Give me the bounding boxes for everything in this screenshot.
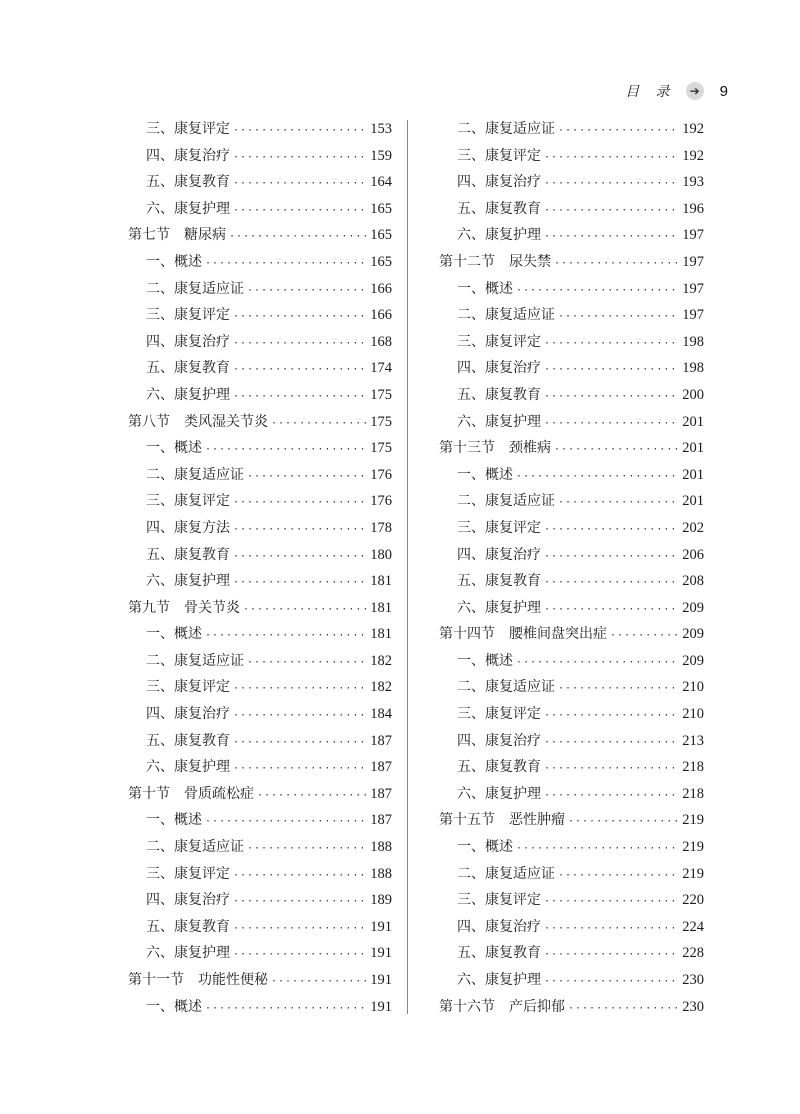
dot-leader [558, 676, 679, 703]
section-number: 第十六节 [439, 998, 495, 1015]
toc-entry-label [439, 435, 551, 462]
dot-leader [544, 145, 679, 172]
toc-page-number: 175 [370, 386, 392, 403]
toc-entry-label: 六、康复护理 [146, 945, 230, 962]
toc-entry[interactable] [439, 887, 704, 914]
toc-page-number: 230 [682, 972, 704, 988]
dot-leader [544, 783, 679, 810]
toc-page-number: 197 [682, 253, 704, 270]
toc-entry-label: 四、康复治疗 [146, 333, 230, 350]
toc-page-number: 187 [370, 759, 392, 776]
toc-entry[interactable] [439, 940, 704, 967]
toc-page-number: 165 [370, 253, 392, 270]
toc-page-number: 209 [682, 599, 704, 616]
toc-page-number: 196 [682, 200, 704, 217]
dot-leader [544, 517, 679, 544]
toc-page-number: 191 [370, 918, 392, 935]
dot-leader [568, 809, 679, 836]
toc-page-number: 165 [370, 200, 392, 217]
toc-entry-label: 五、康复教育 [146, 918, 230, 935]
toc-page-number: 197 [682, 280, 704, 297]
toc-entry[interactable] [439, 302, 704, 329]
dot-leader [247, 836, 367, 863]
section-title: 尿失禁 [509, 253, 551, 270]
dot-leader [233, 357, 367, 384]
toc-page-number: 188 [370, 865, 392, 882]
toc-entry-label: 二、康复适应证 [457, 307, 555, 324]
dot-leader [558, 863, 679, 890]
toc-entry[interactable] [128, 382, 392, 409]
toc-page-number: 213 [682, 732, 704, 749]
dot-leader [544, 916, 679, 943]
toc-entry-label: 二、康复适应证 [457, 679, 555, 696]
toc-entry[interactable] [128, 648, 392, 675]
section-number: 第十一节 [128, 972, 184, 988]
toc-entry-label: 四、康复治疗 [457, 546, 541, 563]
toc-entry-label: 二、康复适应证 [457, 865, 555, 882]
section-title: 类风湿关节炎 [184, 413, 268, 430]
dot-leader [544, 597, 679, 624]
toc-entry-label: 六、康复护理 [146, 386, 230, 403]
toc-page-number: 198 [682, 360, 704, 377]
toc-section-entry[interactable] [439, 435, 704, 462]
toc-entry[interactable] [128, 196, 392, 223]
section-title: 颈椎病 [509, 440, 551, 457]
dot-leader [544, 756, 679, 783]
toc-entry-label: 二、康复适应证 [146, 280, 244, 297]
toc-entry-label: 四、康复治疗 [457, 174, 541, 191]
dot-leader [205, 251, 367, 278]
column-divider [407, 120, 408, 1014]
toc-entry-label: 五、康复教育 [146, 360, 230, 377]
dot-leader [205, 437, 367, 464]
toc-page-number: 224 [682, 918, 704, 935]
section-number: 第九节 [128, 599, 170, 616]
section-number: 第十三节 [439, 440, 495, 457]
dot-leader [233, 916, 367, 943]
toc-entry[interactable] [128, 462, 392, 489]
toc-page-number: 176 [370, 466, 392, 483]
toc-entry-label: 六、康复护理 [457, 227, 541, 244]
toc-page-number: 153 [370, 121, 392, 137]
dot-leader [271, 411, 367, 438]
dot-leader [568, 996, 679, 1023]
toc-page-number: 209 [682, 652, 704, 669]
toc-entry[interactable] [128, 701, 392, 728]
toc-entry[interactable] [439, 967, 704, 994]
dot-leader [205, 809, 367, 836]
toc-page-number: 164 [370, 174, 392, 191]
toc-entry-label: 五、康复教育 [146, 732, 230, 749]
dot-leader [558, 118, 679, 145]
dot-leader [544, 224, 679, 251]
dot-leader [243, 597, 367, 624]
toc-page-number: 188 [370, 839, 392, 856]
toc-entry-label: 三、康复评定 [146, 307, 230, 324]
section-number: 第十节 [128, 785, 170, 802]
toc-entry[interactable] [439, 409, 704, 436]
toc-page-number: 181 [370, 599, 392, 616]
dot-leader [233, 384, 367, 411]
toc-page-number: 201 [682, 466, 704, 483]
section-number: 第七节 [128, 227, 170, 244]
toc-section-entry[interactable] [439, 994, 704, 1021]
toc-page-number: 181 [370, 573, 392, 590]
toc-entry[interactable] [128, 143, 392, 170]
dot-leader [233, 703, 367, 730]
toc-section-entry[interactable] [128, 967, 392, 994]
toc-entry[interactable] [128, 515, 392, 542]
toc-page-number: 209 [682, 626, 704, 643]
toc-entry[interactable] [439, 515, 704, 542]
dot-leader [516, 464, 679, 491]
toc-entry-label: 一、概述 [146, 253, 202, 270]
toc-page-number: 184 [370, 706, 392, 723]
dot-leader [233, 490, 367, 517]
running-title: 目 录 [625, 84, 676, 100]
toc-entry[interactable] [128, 807, 392, 834]
toc-entry[interactable] [439, 355, 704, 382]
toc-entry-label: 一、概述 [457, 280, 513, 297]
toc-entry-label: 五、康复教育 [457, 200, 541, 217]
toc-page-number: 192 [682, 147, 704, 164]
toc-page-number: 198 [682, 333, 704, 350]
toc-page-number: 181 [370, 626, 392, 643]
toc-entry[interactable] [439, 276, 704, 303]
dot-leader [233, 304, 367, 331]
section-number: 第十四节 [439, 626, 495, 643]
toc-entry-label: 三、康复评定 [146, 493, 230, 510]
toc-entry-label: 三、康复评定 [457, 519, 541, 536]
toc-entry-label [128, 409, 268, 436]
toc-entry[interactable] [128, 887, 392, 914]
toc-entry[interactable] [439, 542, 704, 569]
toc-page-number: 197 [682, 227, 704, 244]
toc-entry[interactable] [128, 834, 392, 861]
toc-entry[interactable] [128, 994, 392, 1021]
toc-entry[interactable] [439, 701, 704, 728]
toc-entry-label [128, 595, 240, 622]
dot-leader [544, 171, 679, 198]
dot-leader [233, 889, 367, 916]
toc-page-number: 202 [682, 519, 704, 536]
toc-entry-label [439, 994, 565, 1021]
toc-entry-label: 二、康复适应证 [146, 839, 244, 856]
toc-entry[interactable] [128, 435, 392, 462]
toc-entry-label: 六、康复护理 [457, 599, 541, 616]
section-number: 第八节 [128, 413, 170, 430]
toc-page-number: 182 [370, 652, 392, 669]
toc-entry[interactable] [128, 355, 392, 382]
toc-page-number: 210 [682, 706, 704, 723]
section-title: 骨关节炎 [184, 599, 240, 616]
dot-leader [544, 703, 679, 730]
section-title: 糖尿病 [184, 227, 226, 244]
toc-page-number: 193 [682, 174, 704, 191]
toc-page-number: 182 [370, 679, 392, 696]
toc-entry-label: 四、康复治疗 [457, 360, 541, 377]
toc-entry-label: 五、康复教育 [457, 759, 541, 776]
toc-page-number: 200 [682, 386, 704, 403]
section-title: 恶性肿瘤 [509, 812, 565, 829]
toc-page-number: 191 [370, 945, 392, 962]
toc-entry[interactable] [439, 648, 704, 675]
toc-entry-label: 一、概述 [457, 466, 513, 483]
dot-leader [544, 411, 679, 438]
toc-page-number: 201 [682, 493, 704, 510]
toc-entry[interactable] [439, 914, 704, 941]
toc-entry-label: 三、康复评定 [146, 865, 230, 882]
toc-entry[interactable] [128, 329, 392, 356]
toc-section-entry[interactable] [439, 807, 704, 834]
toc-entry-label: 四、康复治疗 [146, 706, 230, 723]
arrow-right-icon: ➔ [686, 82, 704, 100]
dot-leader [205, 623, 367, 650]
toc-entry-label: 一、概述 [146, 626, 202, 643]
toc-entry[interactable] [439, 116, 704, 143]
toc-entry[interactable] [439, 861, 704, 888]
toc-entry-label: 五、康复教育 [457, 573, 541, 590]
dot-leader [554, 251, 679, 278]
toc-entry-label: 一、概述 [457, 839, 513, 856]
dot-leader [233, 145, 367, 172]
toc-section-entry[interactable] [128, 409, 392, 436]
section-title: 功能性便秘 [198, 972, 268, 988]
toc-page-number: 219 [682, 865, 704, 882]
toc-entry[interactable] [439, 196, 704, 223]
dot-leader [558, 304, 679, 331]
toc-entry[interactable] [439, 488, 704, 515]
dot-leader [271, 969, 367, 996]
toc-entry[interactable] [128, 249, 392, 276]
section-number: 第十五节 [439, 812, 495, 829]
toc-entry-label: 四、康复治疗 [457, 732, 541, 749]
toc-entry[interactable] [128, 116, 392, 143]
page-number: 9 [719, 82, 728, 100]
toc-entry[interactable] [439, 169, 704, 196]
dot-leader [229, 224, 367, 251]
toc-page-number: 168 [370, 333, 392, 350]
dot-leader [516, 278, 679, 305]
toc-page-number: 191 [370, 972, 392, 988]
toc-entry-label: 四、康复治疗 [146, 892, 230, 909]
dot-leader [233, 331, 367, 358]
dot-leader [233, 863, 367, 890]
toc-entry-label: 五、康复教育 [146, 174, 230, 191]
dot-leader [233, 544, 367, 571]
toc-entry-label: 五、康复教育 [457, 386, 541, 403]
toc-entry-label: 一、概述 [457, 652, 513, 669]
dot-leader [544, 570, 679, 597]
toc-page-number: 191 [370, 998, 392, 1015]
toc-entry[interactable] [439, 462, 704, 489]
toc-entry-label [439, 249, 551, 276]
dot-leader [205, 996, 367, 1023]
toc-entry-label: 一、概述 [146, 440, 202, 457]
toc-section-entry[interactable] [128, 781, 392, 808]
dot-leader [233, 118, 367, 145]
toc-section-entry[interactable] [128, 222, 392, 249]
toc-page-number: 220 [682, 892, 704, 909]
toc-page-number: 175 [370, 413, 392, 430]
dot-leader [233, 198, 367, 225]
toc-right-column [439, 116, 704, 1020]
toc-entry[interactable] [439, 382, 704, 409]
toc-entry-label: 四、康复治疗 [457, 918, 541, 935]
toc-page-number: 219 [682, 839, 704, 856]
toc-page-number: 208 [682, 573, 704, 590]
dot-leader [257, 783, 367, 810]
toc-section-entry[interactable] [128, 595, 392, 622]
toc-entry-label: 三、康复评定 [146, 679, 230, 696]
toc-entry-label: 五、康复教育 [457, 945, 541, 962]
toc-entry[interactable] [439, 674, 704, 701]
toc-entry-label: 三、康复评定 [457, 147, 541, 164]
toc-page-number: 180 [370, 546, 392, 563]
dot-leader [516, 650, 679, 677]
toc-entry[interactable] [439, 754, 704, 781]
toc-page-number: 219 [682, 812, 704, 829]
toc-entry-label [439, 621, 607, 648]
toc-entry[interactable] [128, 861, 392, 888]
toc-page-number: 174 [370, 360, 392, 377]
dot-leader [247, 278, 367, 305]
toc-entry[interactable] [439, 781, 704, 808]
dot-leader [516, 836, 679, 863]
dot-leader [233, 756, 367, 783]
toc-entry-label: 五、康复教育 [146, 546, 230, 563]
toc-entry-label: 六、康复护理 [457, 972, 541, 988]
dot-leader [544, 942, 679, 969]
section-title: 产后抑郁 [509, 998, 565, 1015]
dot-leader [544, 384, 679, 411]
toc-entry[interactable] [128, 568, 392, 595]
toc-entry-label: 二、康复适应证 [457, 493, 555, 510]
toc-entry-label: 六、康复护理 [146, 573, 230, 590]
dot-leader [544, 544, 679, 571]
toc-entry[interactable] [128, 914, 392, 941]
toc-page-number: 187 [370, 812, 392, 829]
toc-entry-label [128, 967, 268, 994]
section-title: 骨质疏松症 [184, 785, 254, 802]
dot-leader [558, 490, 679, 517]
toc-page-number: 189 [370, 892, 392, 909]
toc-page-number: 178 [370, 519, 392, 536]
toc-entry[interactable] [439, 834, 704, 861]
toc-page-number: 230 [682, 998, 704, 1015]
toc-entry-label: 三、康复评定 [457, 892, 541, 909]
toc-page-number: 187 [370, 732, 392, 749]
toc-entry[interactable] [128, 302, 392, 329]
toc-page-number: 201 [682, 440, 704, 457]
section-number: 第十二节 [439, 253, 495, 270]
toc-entry[interactable] [439, 222, 704, 249]
dot-leader [544, 730, 679, 757]
dot-leader [544, 889, 679, 916]
toc-page-number: 206 [682, 546, 704, 563]
toc-entry[interactable] [439, 329, 704, 356]
toc-entry[interactable] [128, 276, 392, 303]
section-title: 腰椎间盘突出症 [509, 626, 607, 643]
toc-entry-label: 二、康复适应证 [457, 121, 555, 137]
toc-entry[interactable] [439, 595, 704, 622]
dot-leader [233, 517, 367, 544]
toc-entry-label: 一、概述 [146, 812, 202, 829]
toc-page-number: 166 [370, 280, 392, 297]
toc-section-entry[interactable] [439, 249, 704, 276]
toc-entry-label: 四、康复方法 [146, 519, 230, 536]
toc-page-number: 228 [682, 945, 704, 962]
running-header [625, 80, 728, 102]
toc-entry-label: 六、康复护理 [146, 759, 230, 776]
dot-leader [610, 623, 679, 650]
toc-page-number: 218 [682, 759, 704, 776]
toc-entry-label: 二、康复适应证 [146, 466, 244, 483]
toc-entry[interactable] [439, 568, 704, 595]
dot-leader [544, 969, 679, 996]
toc-page-number: 192 [682, 121, 704, 137]
dot-leader [544, 357, 679, 384]
toc-entry-label: 三、康复评定 [457, 706, 541, 723]
toc-page-number: 201 [682, 413, 704, 430]
toc-entry-label: 六、康复护理 [146, 200, 230, 217]
toc-entry[interactable] [128, 488, 392, 515]
toc-entry-label: 二、康复适应证 [146, 652, 244, 669]
toc-entry-label: 六、康复护理 [457, 785, 541, 802]
toc-page-number: 176 [370, 493, 392, 510]
toc-entry[interactable] [128, 728, 392, 755]
toc-entry-label: 三、康复评定 [457, 333, 541, 350]
toc-entry-label: 六、康复护理 [457, 413, 541, 430]
toc-entry-label [439, 807, 565, 834]
toc-page-number: 166 [370, 307, 392, 324]
dot-leader [233, 730, 367, 757]
toc-entry[interactable] [128, 940, 392, 967]
toc-page-number: 187 [370, 785, 392, 802]
toc-entry-label: 四、康复治疗 [146, 147, 230, 164]
toc-left-column [128, 116, 392, 1020]
dot-leader [233, 942, 367, 969]
dot-leader [233, 570, 367, 597]
toc-entry-label [128, 781, 254, 808]
toc-entry[interactable] [128, 674, 392, 701]
dot-leader [247, 650, 367, 677]
toc-entry-label: 三、康复评定 [146, 121, 230, 137]
toc-entry[interactable] [128, 169, 392, 196]
dot-leader [247, 464, 367, 491]
toc-entry[interactable] [128, 542, 392, 569]
toc-entry[interactable] [439, 143, 704, 170]
toc-page-number: 210 [682, 679, 704, 696]
toc-section-entry[interactable] [439, 621, 704, 648]
dot-leader [554, 437, 679, 464]
toc-page-number: 175 [370, 440, 392, 457]
dot-leader [233, 171, 367, 198]
toc-entry[interactable] [439, 728, 704, 755]
dot-leader [233, 676, 367, 703]
toc-page-number: 159 [370, 147, 392, 164]
toc-entry-label [128, 222, 226, 249]
toc-page-number: 165 [370, 227, 392, 244]
toc-page-number: 218 [682, 785, 704, 802]
toc-page-number: 197 [682, 307, 704, 324]
dot-leader [544, 198, 679, 225]
toc-entry[interactable] [128, 754, 392, 781]
toc-entry[interactable] [128, 621, 392, 648]
dot-leader [544, 331, 679, 358]
toc-entry-label: 一、概述 [146, 998, 202, 1015]
